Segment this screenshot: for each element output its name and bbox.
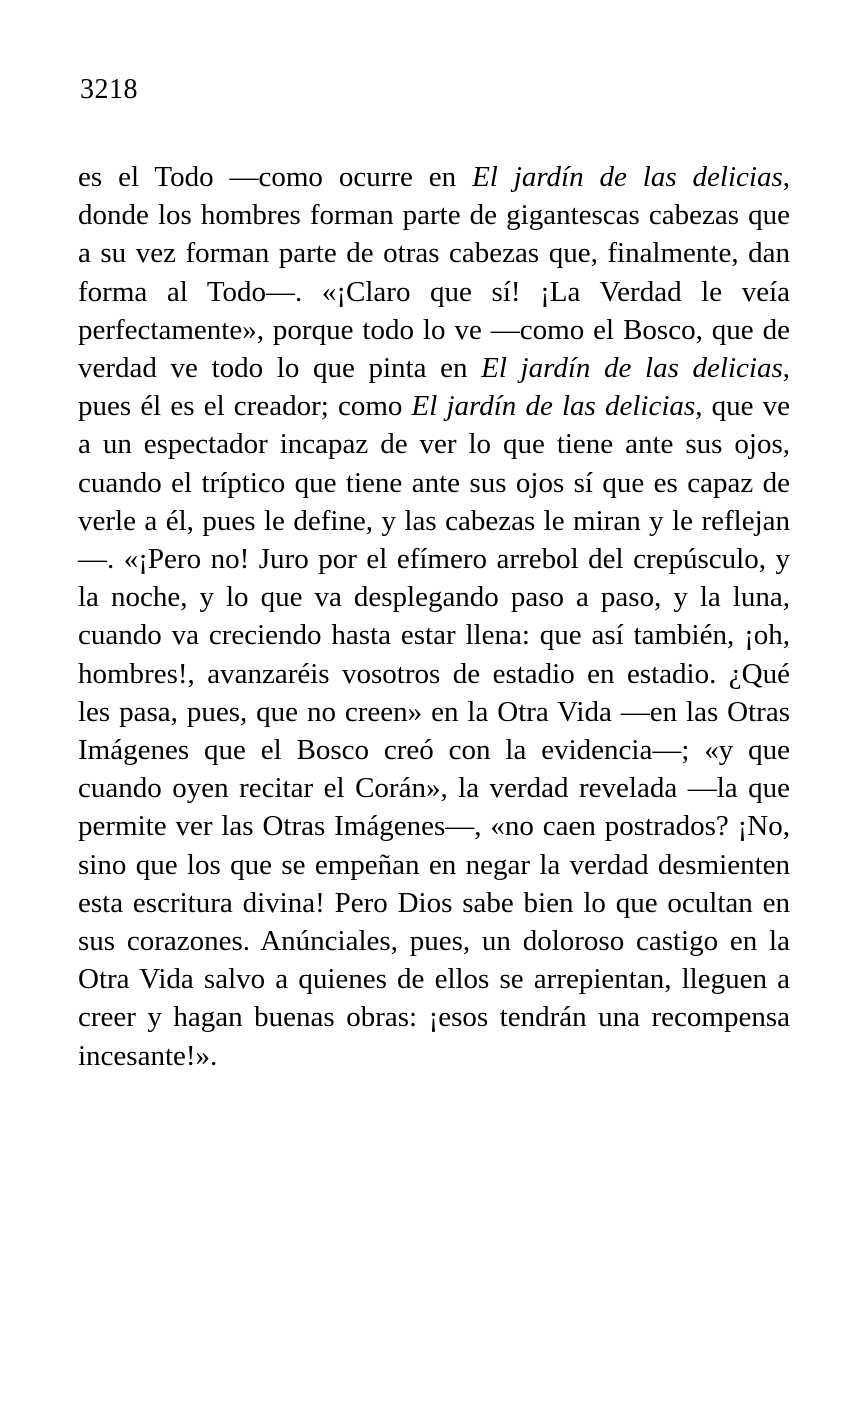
text-run: , que ve a un espectador incapaz de ver lo que tiene ante sus ojos, cuando el tríptico que tiene ante sus ojos sí que es capaz de verle a él, pues le define, y las cabezas le miran y le reflejan—. «¡Pero no! Juro por el efímero arrebol del crepúsculo, y la noche, y lo que va desplegando paso a paso, y la luna, cuando va creciendo hasta estar llena: que así también, ¡oh, hombres!, avanzaréis vosotros de estadio en estadio. ¿Qué les pasa, pues, que no creen» en la Otra Vida —en las Otras Imágenes que el Bosco creó con la evidencia—; «y que cuando oyen recitar el Corán», la verdad revelada —la que permite ver las Otras Imágenes—, «no caen postrados? ¡No, sino que los que se empeñan en negar la verdad desmienten esta escritura divina! Pero Dios sabe bien lo que ocultan en sus corazones. Anúnciales, pues, un doloroso castigo en la Otra Vida salvo a quienes de ellos se arrepientan, lleguen a creer y hagan buenas obras: ¡esos tendrán una recompensa incesante!». <box>78 390 790 1072</box>
text-run: , pues él es el creador; como <box>78 352 790 423</box>
page-number: 3218 <box>80 74 138 105</box>
italic-text-run: El jardín de las delicias <box>411 390 696 423</box>
text-run: , donde los hombres forman parte de gigantescas cabezas que a su vez forman parte de otras cabezas que, finalmente, dan forma al Todo—. «¡Claro que sí! ¡La Verdad le veía perfectamente», porque todo lo ve —como el Bosco, que de verdad ve todo lo que pinta en <box>78 161 791 385</box>
text-run: es el Todo —como ocurre en <box>78 161 473 193</box>
italic-text-run: El jardín de las delicias <box>481 352 783 385</box>
paragraph <box>78 158 790 1075</box>
italic-text-run: El jardín de las delicias <box>472 161 783 193</box>
